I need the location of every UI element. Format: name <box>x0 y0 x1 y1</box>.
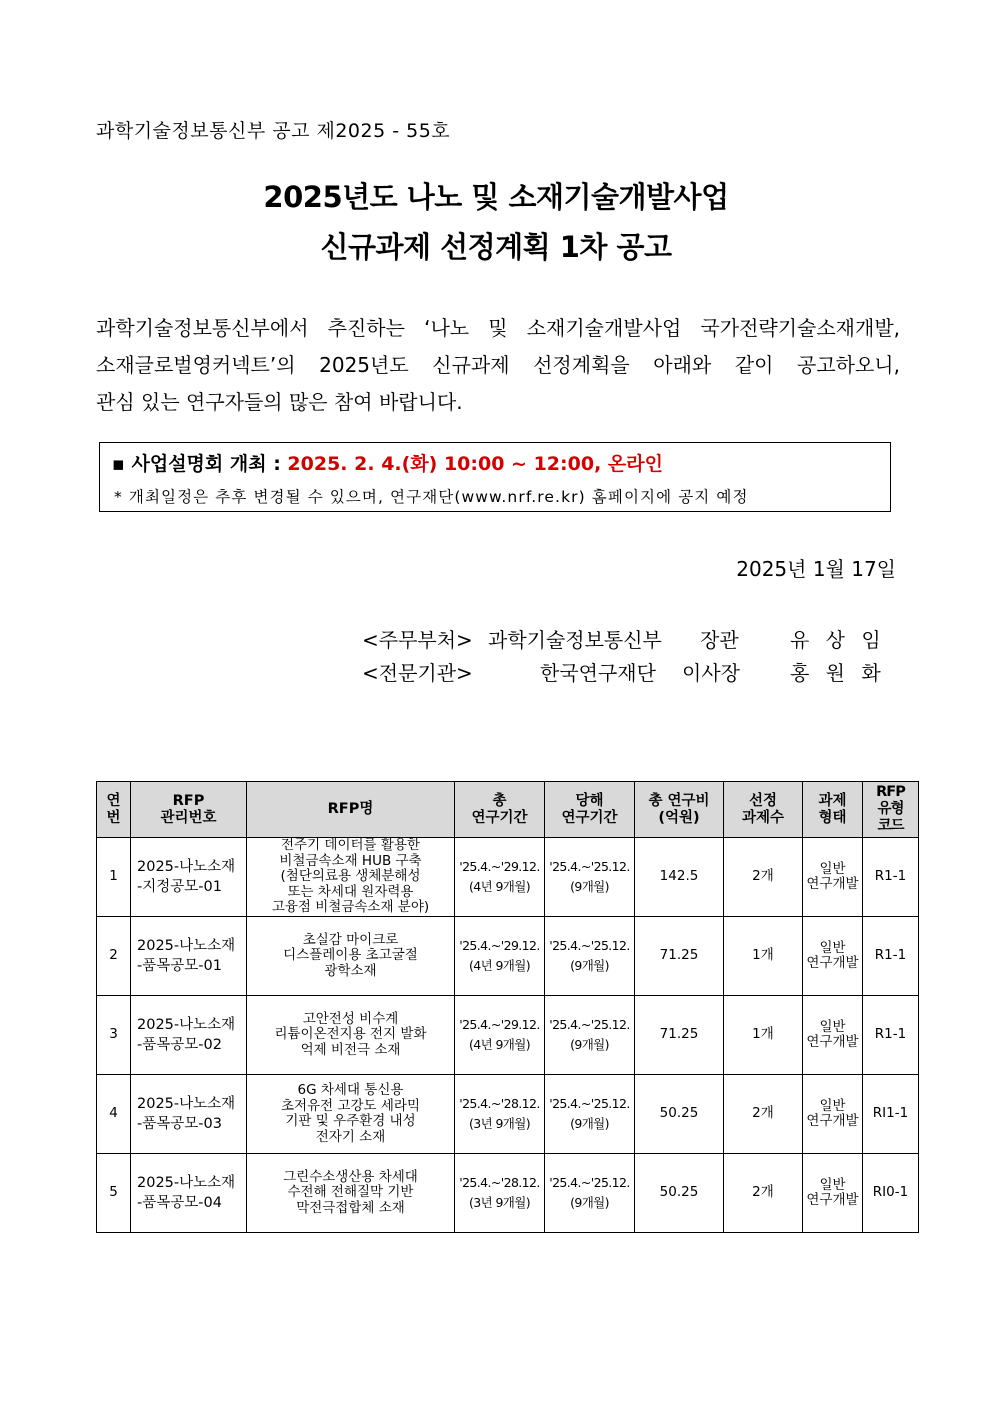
cell-no: 1 <box>97 838 131 917</box>
cell-no: 5 <box>97 1154 131 1233</box>
cell-rfp-name: 고안전성 비수계 리튬이온전지용 전지 발화 억제 비전극 소재 <box>247 996 455 1075</box>
announcement-date: 2025년 1월 17일 <box>736 557 896 581</box>
cell-total-period: '25.4.~'29.12. (4년 9개월) <box>455 917 545 996</box>
briefing-box <box>99 442 891 512</box>
cell-no: 3 <box>97 996 131 1075</box>
notice-number: 과학기술정보통신부 공고 제2025 - 55호 <box>96 120 451 142</box>
table-row <box>97 1154 919 1233</box>
cell-type: 일반 연구개발 <box>803 838 863 917</box>
signature-name: 홍 원 화 <box>790 661 881 685</box>
cell-rfp-id: 2025-나노소재 -지정공모-01 <box>131 838 247 917</box>
table-row <box>97 1075 919 1154</box>
cell-no: 2 <box>97 917 131 996</box>
cell-type: 일반 연구개발 <box>803 1075 863 1154</box>
cell-budget: 50.25 <box>635 1075 724 1154</box>
cell-count: 2개 <box>724 1154 803 1233</box>
cell-year-period: '25.4.~'25.12. (9개월) <box>545 838 635 917</box>
cell-code: RI0-1 <box>863 1154 919 1233</box>
cell-code: RI1-1 <box>863 1075 919 1154</box>
table-row <box>97 838 919 917</box>
cell-total-period: '25.4.~'28.12. (3년 9개월) <box>455 1075 545 1154</box>
briefing-note: * 개최일정은 추후 변경될 수 있으며, 연구재단(www.nrf.re.kr) 홈페이지에 공지 예정 <box>114 488 749 506</box>
header-budget: 총 연구비 (억원) <box>635 782 724 838</box>
cell-rfp-id: 2025-나노소재 -품목공모-01 <box>131 917 247 996</box>
signature-name: 유 상 임 <box>790 628 881 652</box>
page-title: 2025년도 나노 및 소재기술개발사업 <box>263 180 729 214</box>
cell-no: 4 <box>97 1075 131 1154</box>
cell-count: 1개 <box>724 996 803 1075</box>
briefing-label: ▪ 사업설명회 개최 : <box>112 453 288 475</box>
signature-org: 한국연구재단 <box>540 661 656 685</box>
header-code: RFP 유형 코드 <box>863 782 919 838</box>
cell-rfp-name: 전주기 데이터를 활용한 비철금속소재 HUB 구축 (첨단의료용 생체분해성 또는 차세대 원자력용 고융점 비철금속소재 분야) <box>247 838 455 917</box>
cell-code: R1-1 <box>863 838 919 917</box>
header-type: 과제 형태 <box>803 782 863 838</box>
signature-org: 과학기술정보통신부 <box>488 628 662 652</box>
cell-year-period: '25.4.~'25.12. (9개월) <box>545 917 635 996</box>
table-row <box>97 996 919 1075</box>
intro-line: 관심 있는 연구자들의 많은 참여 바랍니다. <box>96 390 463 414</box>
cell-rfp-id: 2025-나노소재 -품목공모-04 <box>131 1154 247 1233</box>
table-header-row <box>97 782 919 838</box>
signature-role: 이사장 <box>682 661 740 685</box>
cell-type: 일반 연구개발 <box>803 917 863 996</box>
header-total-period: 총 연구기간 <box>455 782 545 838</box>
cell-code: R1-1 <box>863 996 919 1075</box>
page-subtitle: 신규과제 선정계획 1차 공고 <box>320 230 672 264</box>
intro-paragraph <box>96 310 900 421</box>
signature-role: 장관 <box>700 628 739 652</box>
table-row <box>97 917 919 996</box>
header-no: 연 번 <box>97 782 131 838</box>
cell-total-period: '25.4.~'29.12. (4년 9개월) <box>455 996 545 1075</box>
cell-rfp-id: 2025-나노소재 -품목공모-03 <box>131 1075 247 1154</box>
header-rfp-name: RFP명 <box>247 782 455 838</box>
briefing-line <box>112 449 663 476</box>
cell-count: 2개 <box>724 1075 803 1154</box>
cell-rfp-name: 초실감 마이크로 디스플레이용 초고굴절 광학소재 <box>247 917 455 996</box>
cell-year-period: '25.4.~'25.12. (9개월) <box>545 996 635 1075</box>
cell-budget: 142.5 <box>635 838 724 917</box>
cell-rfp-id: 2025-나노소재 -품목공모-02 <box>131 996 247 1075</box>
cell-rfp-name: 6G 차세대 통신용 초저유전 고강도 세라믹 기판 및 우주환경 내성 전자기 소재 <box>247 1075 455 1154</box>
cell-budget: 71.25 <box>635 917 724 996</box>
cell-count: 2개 <box>724 838 803 917</box>
briefing-schedule: 2025. 2. 4.(화) 10:00 ~ 12:00, 온라인 <box>287 453 663 475</box>
cell-type: 일반 연구개발 <box>803 996 863 1075</box>
cell-budget: 50.25 <box>635 1154 724 1233</box>
intro-line: 과학기술정보통신부에서 추진하는 ‘나노 및 소재기술개발사업 국가전략기술소재개발, <box>96 316 900 340</box>
header-year-period: 당해 연구기간 <box>545 782 635 838</box>
cell-budget: 71.25 <box>635 996 724 1075</box>
header-count: 선정 과제수 <box>724 782 803 838</box>
cell-year-period: '25.4.~'25.12. (9개월) <box>545 1154 635 1233</box>
intro-line: 소재글로벌영커넥트’의 2025년도 신규과제 선정계획을 아래와 같이 공고하오니, <box>96 353 900 377</box>
cell-code: R1-1 <box>863 917 919 996</box>
signature-label: <전문기관> <box>362 661 473 685</box>
cell-type: 일반 연구개발 <box>803 1154 863 1233</box>
rfp-table <box>96 781 919 1233</box>
signature-label: <주무부처> <box>362 628 473 652</box>
cell-rfp-name: 그린수소생산용 차세대 수전해 전해질막 기반 막전극접합체 소재 <box>247 1154 455 1233</box>
cell-year-period: '25.4.~'25.12. (9개월) <box>545 1075 635 1154</box>
cell-total-period: '25.4.~'28.12. (3년 9개월) <box>455 1154 545 1233</box>
cell-count: 1개 <box>724 917 803 996</box>
header-rfp-id: RFP 관리번호 <box>131 782 247 838</box>
cell-total-period: '25.4.~'29.12. (4년 9개월) <box>455 838 545 917</box>
